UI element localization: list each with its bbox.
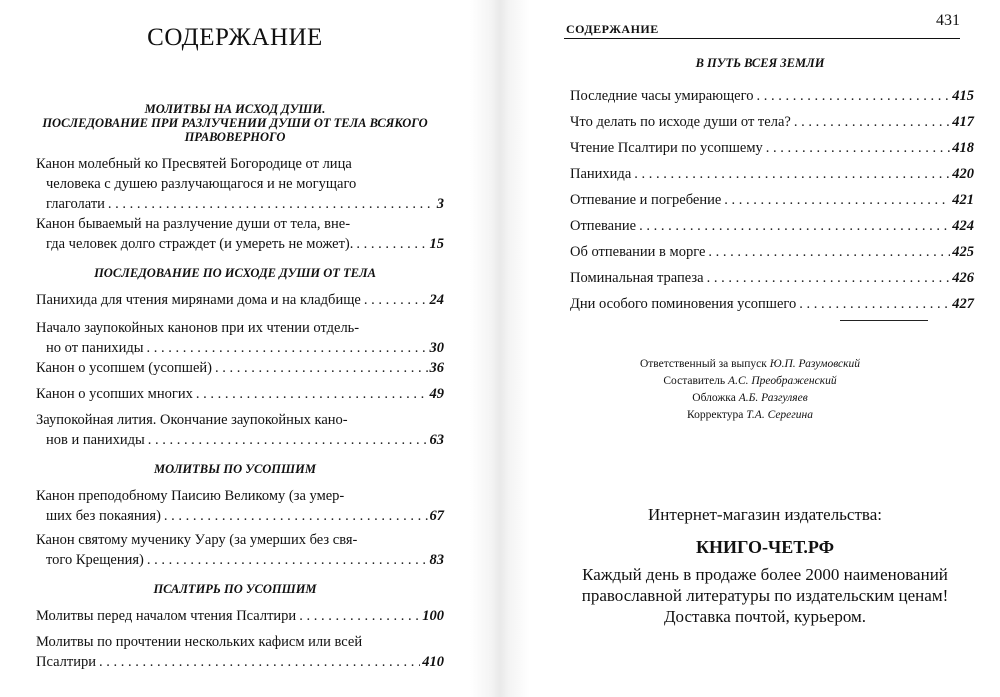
toc-entry-text: Отпевание — [570, 218, 637, 234]
section-heading-line: ПРАВОВЕРНОГО — [184, 130, 286, 144]
toc-entry[interactable] — [36, 318, 444, 358]
credit-role: Обложка — [692, 392, 736, 404]
toc-page-number: 36 — [429, 360, 444, 376]
toc-entry-text: Начало заупокойных канонов при их чтении отдель- — [36, 320, 360, 336]
toc-entry-text: Канон преподобному Паисию Великому (за умер- — [36, 488, 345, 504]
dot-leader — [147, 338, 428, 358]
section-heading-after-exodus: ПОСЛЕДОВАНИЕ ПО ИСХОДЕ ДУШИ ОТ ТЕЛА — [94, 266, 376, 280]
toc-entry[interactable] — [570, 216, 974, 236]
toc-entry[interactable] — [36, 384, 444, 404]
section-heading-line: МОЛИТВЫ НА ИСХОД ДУШИ. — [144, 102, 326, 116]
dot-leader — [215, 358, 428, 378]
toc-page-number: 417 — [952, 114, 974, 130]
toc-page-number: 24 — [429, 292, 444, 308]
header-rule — [564, 38, 960, 39]
toc-entry-text: Псалтири — [36, 654, 96, 670]
dot-leader — [799, 294, 950, 314]
section-heading-prayers-departed: МОЛИТВЫ ПО УСОПШИМ — [154, 462, 316, 476]
shop-name: КНИГО-ЧЕТ.РФ — [695, 537, 835, 557]
credit-line — [570, 407, 930, 424]
toc-entry[interactable] — [36, 154, 444, 214]
toc-entry-text: Канон святому мученику Уару (за умерших без свя- — [36, 532, 358, 548]
dot-leader — [164, 506, 428, 526]
toc-entry-text: Канон о усопших многих — [36, 386, 193, 402]
toc-entry-text: Чтение Псалтири по усопшему — [570, 140, 763, 156]
toc-page-number: 424 — [952, 218, 974, 234]
toc-entry[interactable] — [36, 606, 444, 626]
toc-entry[interactable] — [36, 486, 444, 526]
imprint-credits — [570, 356, 930, 424]
dot-leader — [108, 194, 435, 214]
credit-line — [570, 373, 930, 390]
right-page — [530, 0, 1000, 697]
dot-leader — [147, 550, 428, 570]
toc-entry-text: Отпевание и погребение — [570, 192, 722, 208]
toc-entry-text: Канон бываемый на разлучение души от тела, вне- — [36, 216, 351, 232]
toc-entry-text: того Крещения) — [46, 552, 144, 568]
toc-entry-text: нов и панихиды — [46, 432, 145, 448]
shop-text-line: православной литературы по издательским ценам! — [581, 586, 949, 605]
shop-title: Интернет-магазин издательства: — [648, 505, 882, 524]
credit-role: Ответственный за выпуск — [639, 358, 767, 370]
toc-entry-text: Последние часы умирающего — [570, 88, 754, 104]
toc-page-number: 420 — [952, 166, 974, 182]
dot-leader — [634, 164, 950, 184]
section-heading-psalter: ПСАЛТИРЬ ПО УСОПШИМ — [153, 582, 317, 596]
toc-page-number: 100 — [422, 608, 444, 624]
toc-entry[interactable] — [36, 358, 444, 378]
shop-advert — [550, 504, 980, 627]
credit-role: Корректура — [687, 409, 744, 421]
toc-entry[interactable] — [570, 268, 974, 288]
dot-leader — [99, 652, 420, 672]
toc-page-number: 3 — [436, 196, 444, 212]
toc-entry-text: Что делать по исходе души от тела? — [570, 114, 791, 130]
dot-leader — [766, 138, 951, 158]
toc-entry[interactable] — [36, 530, 444, 570]
toc-entry[interactable] — [570, 112, 974, 132]
toc-entry[interactable] — [36, 632, 444, 672]
dot-leader — [196, 384, 428, 404]
toc-page-number: 427 — [952, 296, 974, 312]
toc-entry-text: Канон молебный ко Пресвятей Богородице от лица — [36, 156, 352, 172]
toc-entry[interactable] — [570, 190, 974, 210]
credit-line — [570, 356, 930, 373]
toc-entry-text: Панихида для чтения мирянами дома и на кладбище — [36, 292, 361, 308]
credit-name: А.Б. Разгуляев — [738, 392, 808, 404]
book-gutter — [470, 0, 530, 697]
toc-entry-text: Дни особого поминовения усопшего — [570, 296, 797, 312]
toc-entry-text: Панихида — [570, 166, 632, 182]
toc-page-number: 426 — [952, 270, 974, 286]
toc-entry-text: Канон о усопшем (усопшей) — [36, 360, 212, 376]
toc-entry[interactable] — [570, 294, 974, 314]
toc-page-number: 49 — [429, 386, 444, 402]
toc-entry-text: Об отпевании в морге — [570, 244, 706, 260]
shop-text-line: Каждый день в продаже более 2000 наименований — [582, 565, 948, 584]
toc-entry-text: человека с душею разлучающагося и не могущаго — [46, 176, 357, 192]
dot-leader — [756, 86, 950, 106]
section-heading-way-of-all-earth: В ПУТЬ ВСЕЯ ЗЕМЛИ — [695, 56, 825, 70]
left-page — [0, 0, 470, 697]
toc-page-number: 67 — [429, 508, 444, 524]
shop-description — [550, 564, 980, 627]
toc-entry[interactable] — [36, 214, 444, 254]
dot-leader — [794, 112, 950, 132]
dot-leader — [299, 606, 420, 626]
toc-entry[interactable] — [570, 86, 974, 106]
toc-page-number: 415 — [952, 88, 974, 104]
toc-entry[interactable] — [36, 290, 444, 310]
dot-leader — [148, 430, 428, 450]
section-heading-line: ПОСЛЕДОВАНИЕ ПРИ РАЗЛУЧЕНИИ ДУШИ ОТ ТЕЛА ВСЯКОГО — [42, 116, 428, 130]
page-title: СОДЕРЖАНИЕ — [147, 24, 323, 51]
toc-entry-text: но от панихиды — [46, 340, 144, 356]
toc-entry-text: Молитвы по прочтении нескольких кафисм или всей — [36, 634, 363, 650]
toc-page-number: 15 — [429, 236, 444, 252]
toc-entry[interactable] — [36, 410, 444, 450]
credit-name: А.С. Преображенский — [728, 375, 837, 387]
toc-entry-text: Молитвы перед началом чтения Псалтири — [36, 608, 297, 624]
toc-entry[interactable] — [570, 138, 974, 158]
toc-page-number: 418 — [952, 140, 974, 156]
credit-role: Составитель — [663, 375, 726, 387]
toc-page-number: 83 — [429, 552, 444, 568]
toc-entry[interactable] — [570, 242, 974, 262]
toc-entry-text: Заупокойная лития. Окончание заупокойных кано- — [36, 412, 348, 428]
divider-rule — [840, 320, 928, 321]
toc-entry-text: глаголати — [46, 196, 105, 212]
credit-line — [570, 390, 930, 407]
dot-leader — [724, 190, 950, 210]
toc-entry[interactable] — [570, 164, 974, 184]
toc-entry-text: гда человек долго страждет (и умереть не может). — [46, 236, 354, 252]
dot-leader — [356, 234, 427, 254]
toc-page-number: 410 — [422, 654, 444, 670]
dot-leader — [364, 290, 428, 310]
credit-name: Т.А. Серегина — [746, 409, 813, 421]
toc-entry-text: ших без покаяния) — [46, 508, 161, 524]
toc-page-number: 421 — [952, 192, 974, 208]
dot-leader — [708, 242, 950, 262]
toc-page-number: 425 — [952, 244, 974, 260]
dot-leader — [707, 268, 951, 288]
shop-text-line: Доставка почтой, курьером. — [663, 607, 867, 626]
section-heading-prayers-exodus — [30, 102, 440, 144]
dot-leader — [639, 216, 950, 236]
page-number: 431 — [936, 12, 960, 29]
toc-page-number: 30 — [429, 340, 444, 356]
running-head: СОДЕРЖАНИЕ — [566, 22, 659, 36]
credit-name: Ю.П. Разумовский — [769, 358, 861, 370]
toc-page-number: 63 — [429, 432, 444, 448]
toc-entry-text: Поминальная трапеза — [570, 270, 704, 286]
